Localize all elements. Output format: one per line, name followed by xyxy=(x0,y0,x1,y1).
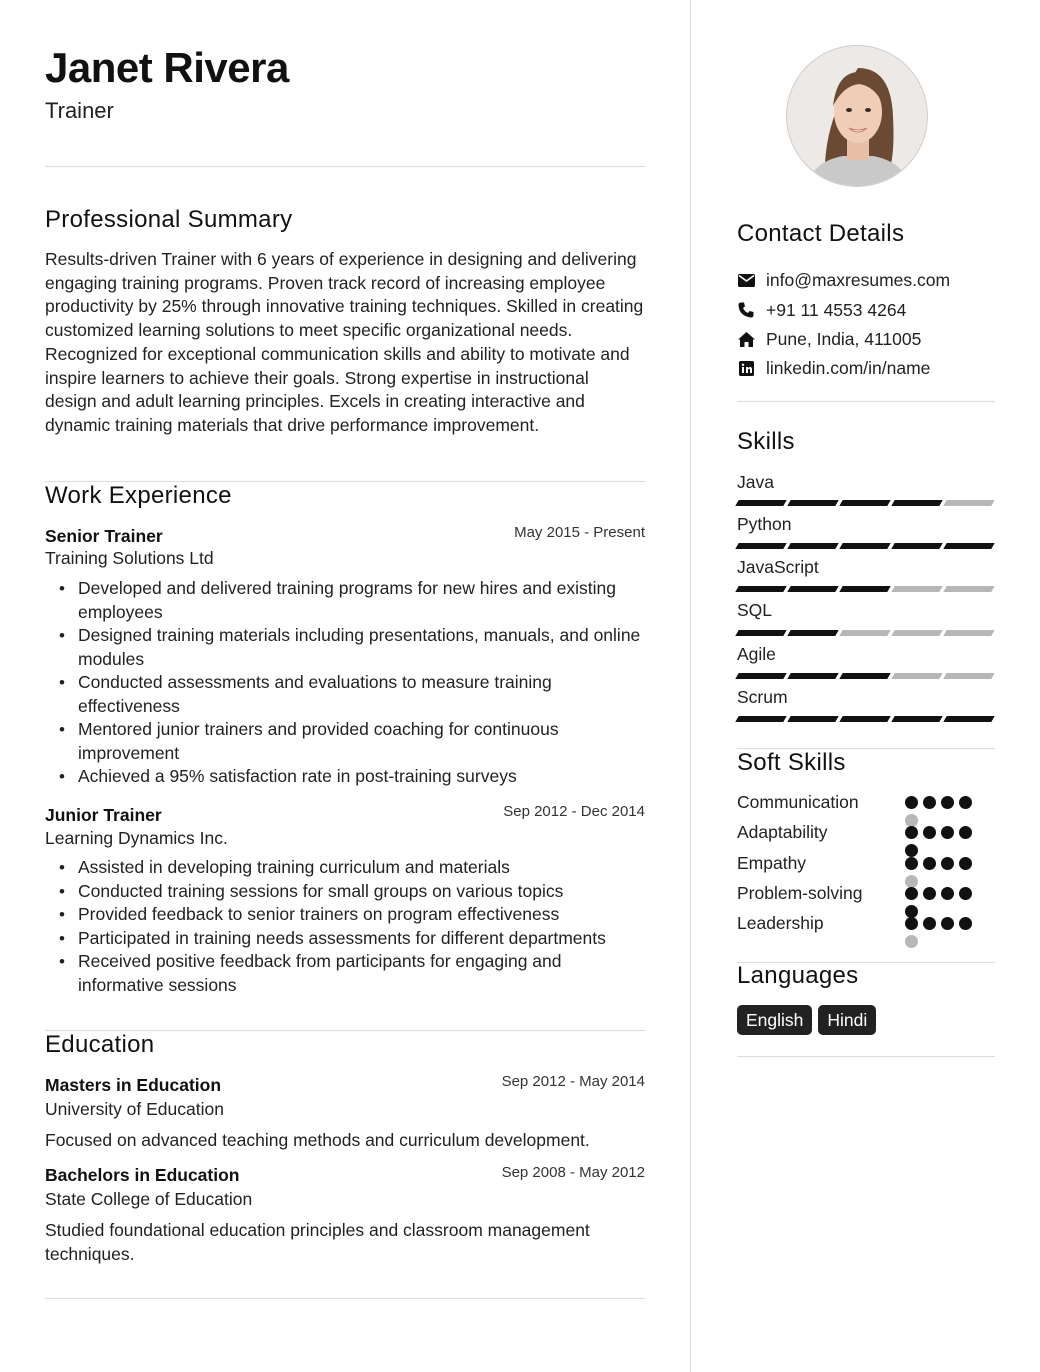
skill-level-bar xyxy=(737,716,993,722)
skill-level-segment xyxy=(839,543,890,549)
rating-dot xyxy=(959,917,972,930)
contact-email[interactable] xyxy=(737,268,950,292)
skill-level-segment xyxy=(787,586,838,592)
skill-level-segment xyxy=(943,716,994,722)
soft-skill-name: Empathy xyxy=(737,853,807,873)
rating-dot xyxy=(941,796,954,809)
soft-skill-name: Problem-solving xyxy=(737,883,863,903)
skill-level-segment xyxy=(787,716,838,722)
skill-name: Java xyxy=(737,472,774,492)
contact-phone[interactable] xyxy=(737,298,906,322)
contact-linkedin[interactable] xyxy=(737,356,930,380)
skill-level-segment xyxy=(735,673,786,679)
rating-dot xyxy=(941,917,954,930)
rating-dot xyxy=(905,887,918,900)
rating-dot xyxy=(923,826,936,839)
skill-level-segment xyxy=(891,586,942,592)
degree-date: Sep 2008 - May 2012 xyxy=(501,1164,645,1181)
bullet-item: • Designed training materials including presentations, manuals, and online modules xyxy=(45,624,645,671)
school-name: University of Education xyxy=(45,1099,224,1119)
rating-dot xyxy=(959,796,972,809)
rating-dot xyxy=(905,857,918,870)
skill-level-segment xyxy=(735,500,786,506)
candidate-role: Trainer xyxy=(45,98,114,123)
skill-level-segment xyxy=(891,543,942,549)
candidate-name: Janet Rivera xyxy=(45,44,289,91)
job-bullets xyxy=(45,856,645,997)
summary-text: Results-driven Trainer with 6 years of experience in designing and delivering engaging training programs. Proven track record of increasing employee productivity by 25% through innovative training techniques. Skilled in creating customized learning solutions to meet specific organizational needs. Recognized for exceptional communication skills and ability to motivate and inspire learners to achieve their goals. Strong expertise in instructional design and adult learning principles. Excels in creating interactive and dynamic training materials that drive performance improvement. xyxy=(45,249,644,435)
bullet-item: • Mentored junior trainers and provided coaching for continuous improvement xyxy=(45,718,645,765)
degree-date: Sep 2012 - May 2014 xyxy=(501,1073,645,1090)
skill-level-bar xyxy=(737,630,993,636)
skill-level-segment xyxy=(943,586,994,592)
skill-level-segment xyxy=(735,543,786,549)
skill-level-segment xyxy=(735,586,786,592)
soft-skill-name: Communication xyxy=(737,792,859,812)
contact-address xyxy=(737,327,921,351)
bullet-item: • Conducted training sessions for small groups on various topics xyxy=(45,880,645,904)
phone-icon xyxy=(737,301,755,319)
bullet-item: • Received positive feedback from participants for engaging and informative sessions xyxy=(45,950,645,997)
rating-dot xyxy=(959,857,972,870)
skill-level-bar xyxy=(737,673,993,679)
soft-skill-rating xyxy=(905,913,981,947)
bullet-item: • Developed and delivered training programs for new hires and existing employees xyxy=(45,577,645,624)
skill-level-segment xyxy=(787,543,838,549)
skill-level-segment xyxy=(943,500,994,506)
skills-heading: Skills xyxy=(737,428,795,455)
rating-dot xyxy=(941,857,954,870)
skill-level-bar xyxy=(737,543,993,549)
skill-level-bar xyxy=(737,586,993,592)
skill-level-segment xyxy=(787,630,838,636)
skill-level-segment xyxy=(891,500,942,506)
skill-name: Scrum xyxy=(737,687,788,707)
skill-level-segment xyxy=(787,500,838,506)
contact-email-text: info@maxresumes.com xyxy=(766,269,951,290)
home-icon xyxy=(737,330,755,348)
contact-heading: Contact Details xyxy=(737,220,905,247)
language-tag: Hindi xyxy=(818,1005,876,1035)
job-date: Sep 2012 - Dec 2014 xyxy=(503,803,645,820)
school-name: State College of Education xyxy=(45,1189,253,1209)
degree-title: Masters in Education xyxy=(45,1075,222,1095)
soft-skill-name: Adaptability xyxy=(737,822,828,842)
skill-level-segment xyxy=(943,543,994,549)
skill-name: SQL xyxy=(737,600,773,620)
degree-description: Studied foundational education principles and classroom management techniques. xyxy=(45,1220,590,1264)
skill-name: JavaScript xyxy=(737,557,819,577)
divider xyxy=(45,1298,645,1299)
experience-heading: Work Experience xyxy=(45,482,232,509)
linkedin-icon xyxy=(737,359,755,377)
skill-level-segment xyxy=(839,630,890,636)
rating-dot xyxy=(905,917,918,930)
summary-heading: Professional Summary xyxy=(45,206,293,233)
rating-dot xyxy=(905,935,918,948)
skill-level-segment xyxy=(735,716,786,722)
job-title: Junior Trainer xyxy=(45,805,162,825)
skill-level-segment xyxy=(943,673,994,679)
bullet-item: • Assisted in developing training curriculum and materials xyxy=(45,856,645,880)
degree-title: Bachelors in Education xyxy=(45,1165,240,1185)
rating-dot xyxy=(905,826,918,839)
job-company: Training Solutions Ltd xyxy=(45,548,214,568)
rating-dot xyxy=(905,796,918,809)
rating-dot xyxy=(923,857,936,870)
contact-address-text: Pune, India, 411005 xyxy=(766,328,922,349)
language-tags xyxy=(737,1005,876,1035)
rating-dot xyxy=(941,826,954,839)
skill-level-segment xyxy=(839,586,890,592)
education-heading: Education xyxy=(45,1031,155,1058)
soft-skill-rating xyxy=(905,853,981,887)
profile-photo xyxy=(786,45,928,187)
skill-level-segment xyxy=(839,673,890,679)
rating-dot xyxy=(923,796,936,809)
skill-level-segment xyxy=(891,673,942,679)
skill-level-segment xyxy=(891,716,942,722)
soft-skill-rating xyxy=(905,792,981,826)
divider xyxy=(737,401,995,402)
skill-name: Python xyxy=(737,514,792,534)
soft-skill-rating xyxy=(905,822,981,856)
language-tag: English xyxy=(737,1005,812,1035)
skill-name: Agile xyxy=(737,644,776,664)
job-company: Learning Dynamics Inc. xyxy=(45,828,228,848)
languages-heading: Languages xyxy=(737,962,859,989)
soft-skill-name: Leadership xyxy=(737,913,824,933)
soft-skill-rating xyxy=(905,883,981,917)
rating-dot xyxy=(941,887,954,900)
skill-level-segment xyxy=(943,630,994,636)
divider xyxy=(737,1056,995,1057)
bullet-item: • Achieved a 95% satisfaction rate in post-training surveys xyxy=(45,765,645,789)
skill-level-segment xyxy=(787,673,838,679)
portrait-image xyxy=(787,46,928,187)
rating-dot xyxy=(959,826,972,839)
envelope-icon xyxy=(737,271,755,289)
skill-level-bar xyxy=(737,500,993,506)
bullet-item: • Conducted assessments and evaluations to measure training effectiveness xyxy=(45,671,645,718)
degree-description: Focused on advanced teaching methods and curriculum development. xyxy=(45,1130,590,1150)
contact-linkedin-text: linkedin.com/in/name xyxy=(766,357,931,378)
skill-level-segment xyxy=(735,630,786,636)
contact-phone-text: +91 11 4553 4264 xyxy=(766,299,907,320)
job-date: May 2015 - Present xyxy=(514,524,645,541)
column-divider xyxy=(690,0,691,1372)
bullet-item: • Participated in training needs assessments for different departments xyxy=(45,927,645,951)
skill-level-segment xyxy=(839,500,890,506)
rating-dot xyxy=(923,917,936,930)
skill-level-segment xyxy=(891,630,942,636)
bullet-item: • Provided feedback to senior trainers on program effectiveness xyxy=(45,903,645,927)
rating-dot xyxy=(959,887,972,900)
rating-dot xyxy=(923,887,936,900)
job-title: Senior Trainer xyxy=(45,526,163,546)
skill-level-segment xyxy=(839,716,890,722)
job-bullets xyxy=(45,577,645,789)
divider xyxy=(45,166,645,167)
soft-skills-heading: Soft Skills xyxy=(737,749,846,776)
